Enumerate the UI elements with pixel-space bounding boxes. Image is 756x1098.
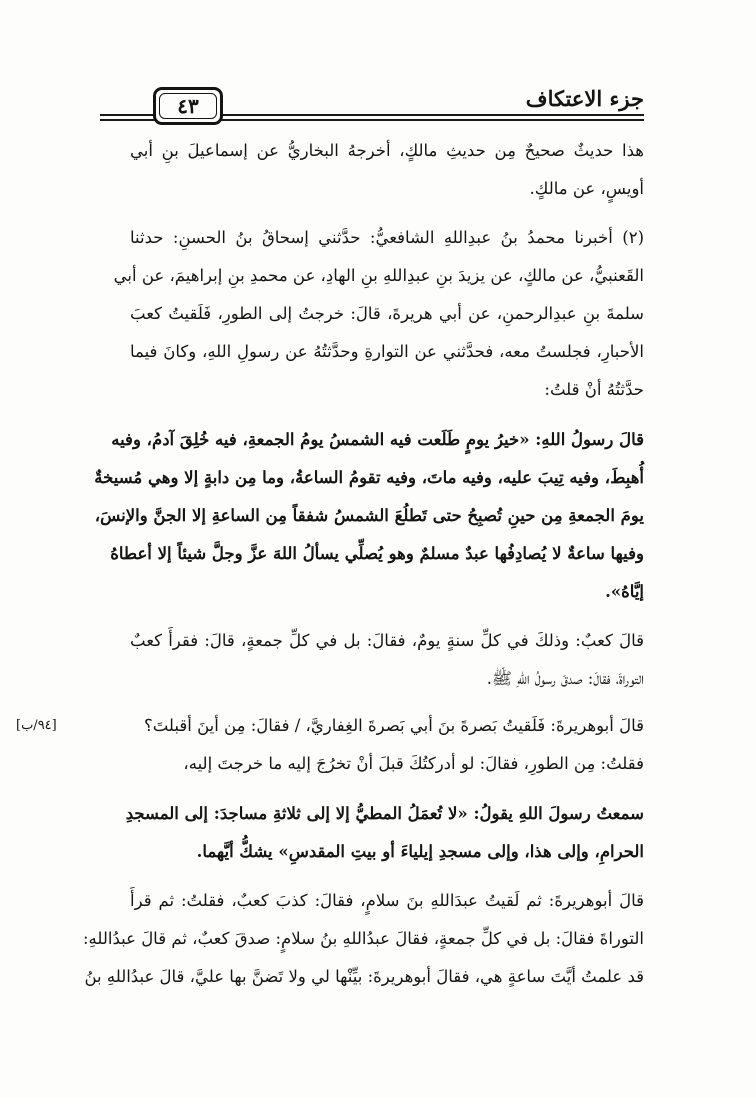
hadith-line: إيَّاهُ». [605, 582, 644, 601]
text-line: قالَ أبوهريرةَ: فَلَقيتُ بَصرةَ بنَ أبي بَصرةَ الغِفاريَّ، / فقالَ: مِن أينَ أقبلتَ؟ [143, 716, 644, 735]
text-line: القَعنبيُّ، عن مالكٍ، عن يزيدَ بنِ عبدِاللهِ بنِ الهادِ، عن محمدِ بنِ إبراهيمَ، عن أبي [113, 266, 644, 285]
text-line: سلمةَ بنِ عبدِالرحمنِ، عن أبي هريرةَ، قالَ: خرجتُ إلى الطورِ، فَلَقيتُ كعبَ [130, 304, 644, 323]
page-number: ٤٣ [177, 94, 199, 118]
text-line: هذا حديثٌ صحيحٌ مِن حديثِ مالكٍ، أخرجهُ البخاريُّ عن إسماعيلَ بنِ أبي [130, 141, 644, 160]
text-line: فقلتُ: مِن الطورِ، فقالَ: لو أدركتُكَ قبلَ أنْ تخرُجَ إليه ما خرجتَ إليه، [183, 754, 644, 773]
hadith-line: وفيها ساعةٌ لا يُصادِفُها عبدٌ مسلمٌ وهو يُصلِّي يسألُ اللهَ عزَّ وجلَّ شيئاً إلا أعطاهُ [110, 544, 644, 563]
text-line: أويسٍ، عن مالكٍ. [529, 179, 644, 198]
hadith-line: قالَ رسولُ اللهِ: «خيرُ يومٍ طَلَعت فيه الشمسُ يومُ الجمعةِ، فيه خُلِقَ آدمُ، وفيه [111, 430, 644, 449]
hadith-line: أُهبِطَ، وفيه تِيبَ عليه، وفيه ماتَ، وفيه تقومُ الساعةُ، وما مِن دابةٍ إلا وهي مُسيخةٌ [94, 468, 644, 487]
hadith-line: الحرامِ، وإلى هذا، وإلى مسجدِ إيلياءَ أو بيتِ المقدسِ» يشكُّ أيَّهما. [196, 842, 644, 861]
text-line: التوراةَ فقالَ: بل في كلِّ جمعةٍ، فقالَ عبدُاللهِ بنُ سلامٍ: صدقَ كعبٌ، ثم قالَ عبدُاللهِ: [82, 929, 644, 948]
hadith-line: سمعتُ رسولَ اللهِ يقولُ: «لا تُعمَلُ المطيُّ إلا إلى ثلاثةِ مساجدَ: إلى المسجدِ [125, 804, 644, 823]
text-line: قالَ كعبٌ: وذلكَ في كلِّ سنةٍ يومٌ، فقالَ: بل في كلِّ جمعةٍ، قالَ: فقرأَ كعبٌ [130, 631, 644, 650]
text-line: التوراةَ، فقالَ: صدقَ رسولُ اللهِ ﷺ. [486, 669, 644, 688]
hadith-line: يومَ الجمعةِ مِن حينِ تُصبِحُ حتى تَطلُعَ الشمسُ شفقاً مِن الساعةِ إلا الجنَّ والإنسَ، [94, 506, 644, 525]
text-line: (٢) أخبرنا محمدُ بنُ عبدِاللهِ الشافعيُّ: حدَّثني إسحاقُ بنُ الحسنِ: حدثنا [130, 228, 644, 247]
manuscript-folio-marker: [٩٤/ب] [16, 718, 57, 733]
running-header-title: جزء الاعتكاف [525, 86, 644, 111]
text-line: قالَ أبوهريرةَ: ثم لَقيتُ عبدَاللهِ بنَ سلامٍ، فقالَ: كذبَ كعبٌ، فقلتُ: ثم قرأَ [130, 891, 644, 910]
text-line: قد علمتُ أيَّتَ ساعةٍ هي، فقالَ أبوهريرةَ: بيِّنْها لي ولا تَضنَّ بها عليَّ، قالَ عبدُاللهِ بنُ [84, 967, 644, 986]
page-number-frame [153, 87, 223, 125]
text-line: الأحبارِ، فجلستُ معه، فحدَّثني عن التوارةِ وحدَّثتُهُ عن رسولِ اللهِ، وكانَ فيما [130, 342, 644, 361]
text-line: حدَّثتُهُ أنْ قلتُ: [544, 380, 644, 399]
